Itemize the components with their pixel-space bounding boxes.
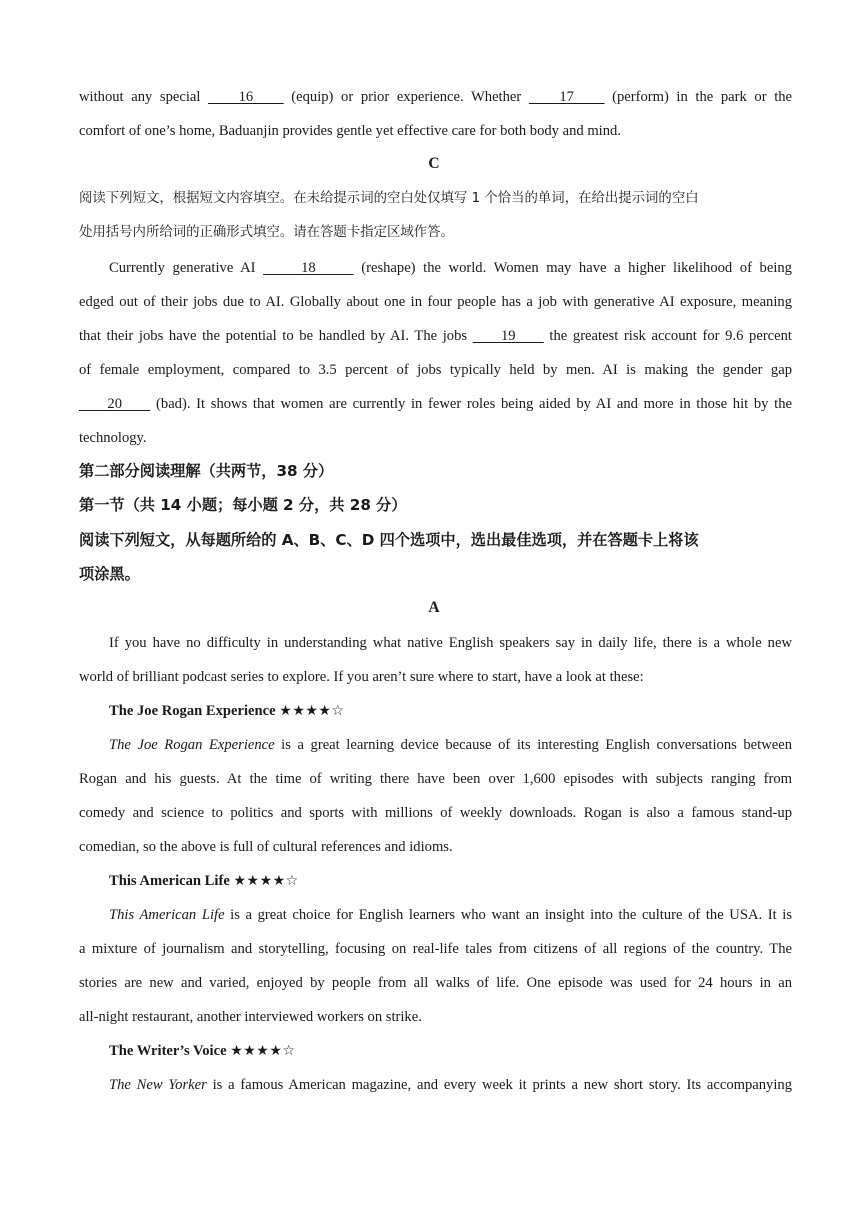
instruction-line: 阅读下列短文，从每题所给的 A、B、C、D 四个选项中，选出最佳选项，并在答题卡上将该 <box>79 531 699 549</box>
part-heading: 第二部分阅读理解（共两节，38 分） <box>79 462 334 480</box>
star-rating-icon: ★★★★☆ <box>233 873 299 889</box>
blank-16: 16 <box>238 89 254 105</box>
text: (perform) in the park or the <box>604 89 793 105</box>
passage-line: a mixture of journalism and storytelling, focusing on real-life tales from citizens of all regions of the country. The <box>79 941 792 957</box>
passage-line: world of brilliant podcast series to explore. If you aren’t sure where to start, have a look at these: <box>79 669 644 685</box>
passage-line: This American Life is a great choice for English learners who want an insight into the culture of the USA. It is <box>109 907 793 923</box>
blank-19: 19 <box>500 328 516 344</box>
passage-line <box>79 87 792 107</box>
passage-line: stories are new and varied, enjoyed by people from all walks of life. One episode was used for 24 hours in an <box>79 975 792 991</box>
podcast-title: The Writer’s Voice ★★★★☆ <box>109 1043 296 1059</box>
passage-line: Currently generative AI 18 (reshape) the world. Women may have a higher likelihood of being <box>109 260 792 276</box>
passage-line: The New Yorker is a famous American magazine, and every week it prints a new short story. Its accompanying <box>109 1077 792 1093</box>
instruction-line: 阅读下列短文，根据短文内容填空。在未给提示词的空白处仅填写 1 个恰当的单词，在给出提示词的空白 <box>79 191 699 206</box>
passage-line: technology. <box>79 430 147 446</box>
podcast-title: This American Life ★★★★☆ <box>109 873 299 889</box>
passage-line: all-night restaurant, another interviewed workers on strike. <box>79 1009 422 1025</box>
passage-line: If you have no difficulty in understanding what native English speakers say in daily life, there is a whole new <box>109 635 792 651</box>
section-heading: 第一节（共 14 小题；每小题 2 分，共 28 分） <box>79 496 407 514</box>
text: without any special <box>79 89 209 105</box>
star-rating-icon: ★★★★☆ <box>279 703 345 719</box>
passage-heading-a: A <box>428 599 440 616</box>
blank-18: 18 <box>301 260 316 276</box>
passage-line: edged out of their jobs due to AI. Globally about one in four people has a job with generative AI exposure, meaning <box>79 294 792 310</box>
passage-line: of female employment, compared to 3.5 percent of jobs typically held by men. AI is making the gender gap <box>79 362 792 378</box>
passage-line: that their jobs have the potential to be handled by AI. The jobs 19 the greatest risk account for 9.6 percent <box>79 328 792 344</box>
instruction-line: 项涂黑。 <box>79 565 140 583</box>
podcast-title: The Joe Rogan Experience ★★★★☆ <box>109 703 345 719</box>
passage-line: comfort of one’s home, Baduanjin provides gentle yet effective care for both body and mind. <box>79 123 621 139</box>
passage-line: Rogan and his guests. At the time of writing there have been over 1,600 episodes with subjects ranging from <box>79 771 792 787</box>
blank-20: 20 <box>107 396 122 412</box>
passage-line: The Joe Rogan Experience is a great learning device because of its interesting English conversations between <box>109 737 792 753</box>
blank-17: 17 <box>559 89 574 105</box>
passage-line: 20 (bad). It shows that women are currently in fewer roles being aided by AI and more in those hit by the <box>79 394 792 414</box>
passage-line: comedy and science to politics and sports with millions of weekly downloads. Rogan is also a famous stand-up <box>79 805 792 821</box>
text: (equip) or prior experience. Whether <box>283 89 529 105</box>
passage-line: comedian, so the above is full of cultural references and idioms. <box>79 839 453 855</box>
section-heading-c: C <box>428 155 440 172</box>
star-rating-icon: ★★★★☆ <box>230 1043 296 1059</box>
instruction-line: 处用括号内所给词的正确形式填空。请在答题卡指定区域作答。 <box>79 225 454 240</box>
